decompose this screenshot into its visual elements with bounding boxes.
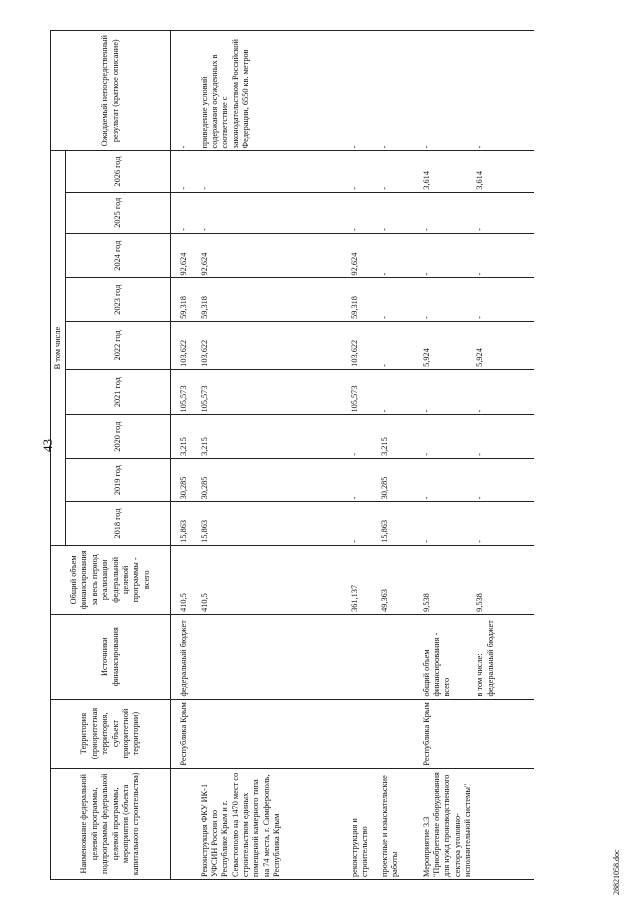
- cell-value: 103,622: [349, 321, 379, 369]
- cell-result: -: [349, 31, 379, 151]
- cell-territory: [199, 699, 349, 768]
- cell-source: [199, 614, 349, 699]
- cell-territory: [474, 699, 534, 768]
- cell-value: -: [379, 233, 421, 278]
- header-year: 2020 год: [66, 415, 171, 458]
- cell-value: 5,924: [421, 321, 475, 369]
- cell-value: -: [379, 321, 421, 369]
- cell-value: -: [349, 458, 379, 501]
- cell-result: приведение условий содержания осужденных в соответствие с законодательством Российской Федерации, 6550 кв. метров: [199, 31, 349, 151]
- cell-name: реконструкция и строительство: [349, 768, 379, 879]
- cell-value: -: [349, 151, 379, 192]
- cell-value: -: [421, 192, 475, 233]
- cell-territory: Республика Крым: [171, 699, 199, 768]
- cell-value: -: [421, 233, 475, 278]
- cell-value: -: [199, 192, 349, 233]
- cell-value: 3,215: [199, 415, 349, 458]
- cell-value: 103,622: [199, 321, 349, 369]
- header-result: Ожидаемый непосредственный результат (краткое описание): [51, 31, 171, 151]
- document-id: 28821058.doc: [612, 849, 621, 895]
- header-year: 2022 год: [66, 321, 171, 369]
- header-year: 2026 год: [66, 151, 171, 192]
- cell-value: 3,215: [379, 415, 421, 458]
- cell-value: -: [379, 369, 421, 415]
- cell-value: 30,285: [379, 458, 421, 501]
- cell-value: 15,863: [171, 502, 199, 545]
- cell-total: 49,363: [379, 545, 421, 614]
- header-year: 2024 год: [66, 233, 171, 278]
- cell-value: -: [474, 192, 534, 233]
- cell-value: -: [474, 458, 534, 501]
- header-year: 2025 год: [66, 192, 171, 233]
- financing-table: [50, 30, 534, 880]
- cell-territory: [379, 699, 421, 768]
- header-total: Общий объем финансирования за весь период реализации федеральной целевой программы - всего: [51, 545, 171, 614]
- cell-value: 59,318: [349, 278, 379, 321]
- cell-value: -: [474, 278, 534, 321]
- cell-source: общий объем финансирования - всего: [421, 614, 475, 699]
- cell-value: 92,624: [171, 233, 199, 278]
- cell-value: 92,624: [199, 233, 349, 278]
- header-year: 2018 год: [66, 502, 171, 545]
- cell-value: -: [349, 192, 379, 233]
- cell-value: 92,624: [349, 233, 379, 278]
- cell-result: -: [421, 31, 475, 151]
- cell-name: Реконструкция ФКУ ИК-1 УФСИН России по Республике Крым и г. Севастополю на 1470 мест со строительством единых помещений камерного типа на 74 места, г. Симферополь, Республика Крым: [199, 768, 349, 879]
- header-including: В том числе: [51, 151, 66, 545]
- cell-source: федеральный бюджет: [171, 614, 199, 699]
- cell-value: 3,215: [171, 415, 199, 458]
- cell-value: 15,863: [199, 502, 349, 545]
- cell-value: -: [171, 192, 199, 233]
- table-row: [171, 31, 199, 880]
- cell-value: 105,573: [349, 369, 379, 415]
- cell-value: -: [474, 233, 534, 278]
- cell-source: в том числе: федеральный бюджет: [474, 614, 534, 699]
- cell-result: -: [474, 31, 534, 151]
- cell-value: 105,573: [171, 369, 199, 415]
- table-row: [421, 31, 475, 880]
- cell-value: -: [349, 502, 379, 545]
- table-row: [349, 31, 379, 880]
- header-name: Наименование федеральной целевой программы, подпрограммы федеральной целевой программы, мероприятия (объекта капитального строительства): [51, 768, 171, 879]
- cell-value: 3,614: [421, 151, 475, 192]
- cell-value: -: [379, 151, 421, 192]
- cell-result: -: [171, 31, 199, 151]
- cell-total: 410,5: [199, 545, 349, 614]
- cell-territory: [349, 699, 379, 768]
- cell-value: -: [349, 415, 379, 458]
- table-row: [379, 31, 421, 880]
- cell-value: -: [421, 415, 475, 458]
- cell-name: проектные и изыскательские работы: [379, 768, 421, 879]
- cell-value: -: [421, 458, 475, 501]
- cell-name: Мероприятие 3.3 "Приобретение оборудования для нужд производственного сектора уголовно-исполнительной системы": [421, 768, 475, 879]
- cell-value: -: [171, 151, 199, 192]
- cell-value: -: [379, 278, 421, 321]
- cell-name: [474, 768, 534, 879]
- cell-total: 361,137: [349, 545, 379, 614]
- page-number: 43: [40, 439, 55, 452]
- cell-source: [349, 614, 379, 699]
- cell-total: 410,5: [171, 545, 199, 614]
- cell-value: 30,285: [199, 458, 349, 501]
- cell-value: 3,614: [474, 151, 534, 192]
- cell-value: -: [421, 278, 475, 321]
- cell-value: 105,573: [199, 369, 349, 415]
- cell-value: 15,863: [379, 502, 421, 545]
- header-territory: Территория (приоритетная территория, субъект приоритетной территории): [51, 699, 171, 768]
- cell-source: [379, 614, 421, 699]
- cell-value: 59,318: [171, 278, 199, 321]
- cell-value: -: [421, 502, 475, 545]
- cell-result: -: [379, 31, 421, 151]
- table-row: [474, 31, 534, 880]
- header-year: 2021 год: [66, 369, 171, 415]
- cell-value: 5,924: [474, 321, 534, 369]
- cell-value: -: [474, 369, 534, 415]
- cell-total: 9,538: [474, 545, 534, 614]
- cell-territory: Республика Крым: [421, 699, 475, 768]
- cell-total: 9,538: [421, 545, 475, 614]
- cell-value: -: [379, 192, 421, 233]
- rotated-page: [50, 30, 628, 880]
- cell-value: -: [421, 369, 475, 415]
- cell-value: 59,318: [199, 278, 349, 321]
- header-year: 2023 год: [66, 278, 171, 321]
- cell-value: -: [199, 151, 349, 192]
- header-year: 2019 год: [66, 458, 171, 501]
- cell-name: [171, 768, 199, 879]
- header-row-1: [51, 31, 66, 880]
- cell-value: -: [474, 502, 534, 545]
- table-row: [199, 31, 349, 880]
- header-sources: Источники финансирования: [51, 614, 171, 699]
- cell-value: 103,622: [171, 321, 199, 369]
- cell-value: -: [474, 415, 534, 458]
- cell-value: 30,285: [171, 458, 199, 501]
